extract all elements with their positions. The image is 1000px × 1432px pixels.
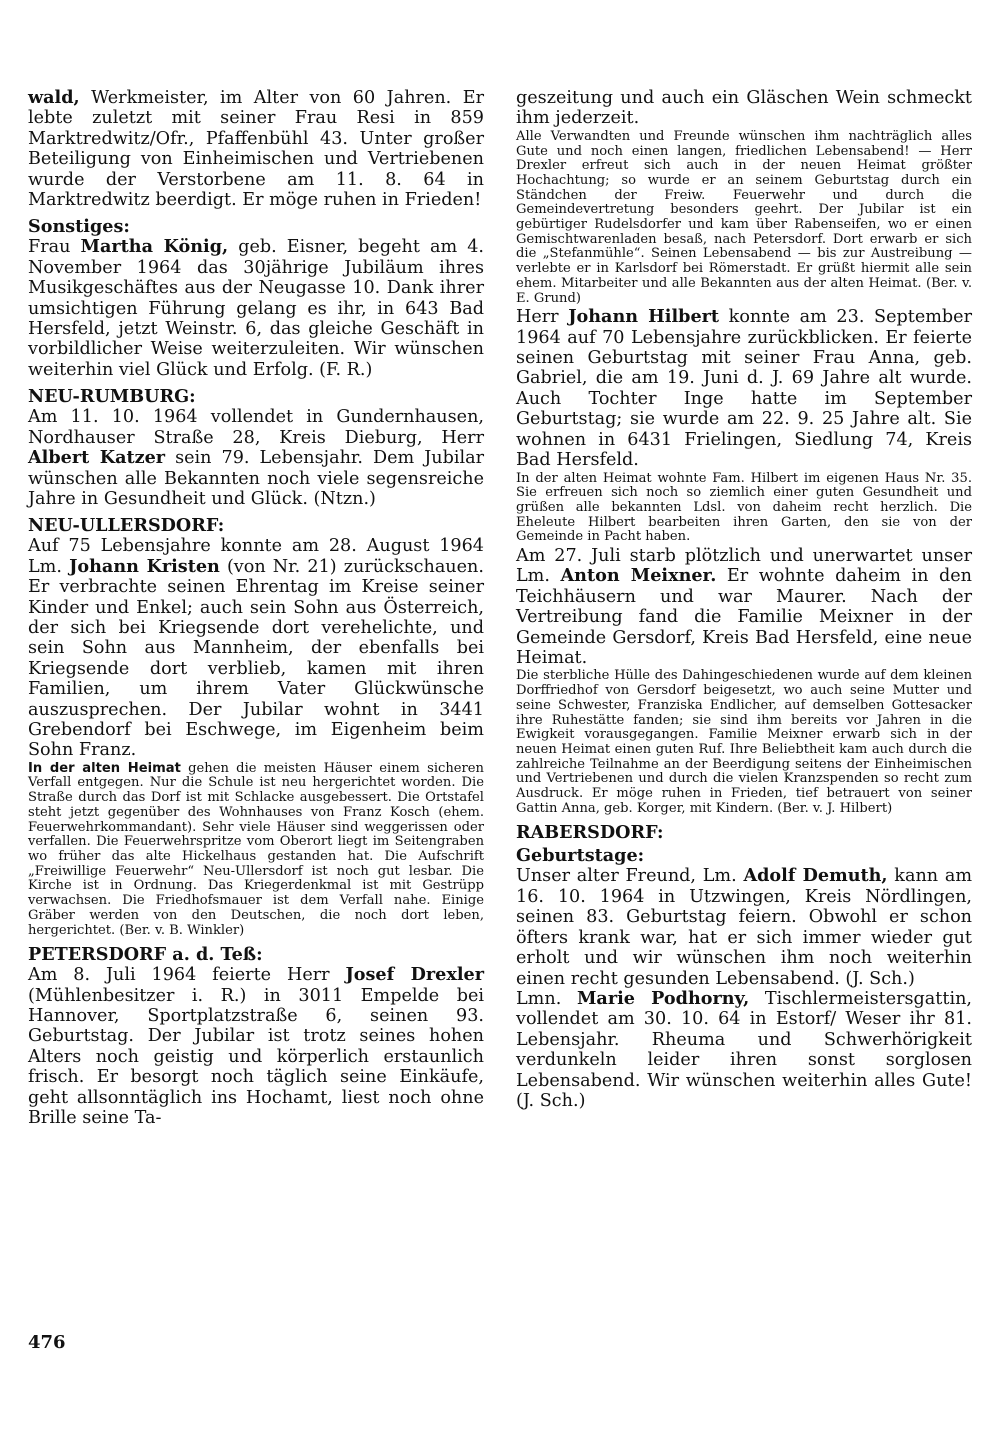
right-column [516,88,972,1111]
left-column [28,88,484,1128]
report-drexler: Alle Verwandten und Freunde wünschen ihm nachträglich alles Gute und noch einen langen, friedlichen Lebensabend! — Herr Drexler erfreut sich auch in der neuen Heimat größter Hochachtung; so wurde er an seinem Geburtstag durch ein Ständchen der Freiw. Feuerwehr und durch die Gemeindevertretung besonders geehrt. Der Jubilar ist ein gebürtiger Rudelsdorfer und kam über Rabenseifen, wo er einen Gemischtwarenladen besaß, nach Petersdorf. Dort erwarb er sich die „Stefanmühle“. Seinen Lebensabend — bis zur Austreibung — verlebte er in Karlsdorf bei Römerstadt. Er grüßt hiermit alle sein ehem. Mitarbeiter und alle Bekannten aus der alten Heimat. (Ber. v. E. Grund) [516,128,972,306]
article-podhorny: Lmn. Marie Podhorny, Tischlermeistersgattin, vollendet am 30. 10. 64 in Estorf/ Weser ihr 81. Lebensjahr. Rheuma und Schwerhörigkeit verdunkeln leider ihren sonst sorglosen Lebensabend. Wir wünschen weiterhin alles Gute! (J. Sch.) [516,987,972,1111]
article-drexler-continuation: geszeitung und auch ein Gläschen Wein schmeckt ihm jederzeit. [516,88,972,129]
article-kristen: Auf 75 Lebensjahre konnte am 28. August 1964 Lm. Johann Kristen (von Nr. 21) zurückschauen. Er verbrachte seinen Ehrentag im Kreise seiner Kinder und Enkel; auch sein Sohn aus Österreich, der sich bei Kriegsende dort verehelichte, und sein Sohn aus Mannheim, der ebenfalls bei Kriegsende dort verblieb, kamen mit ihren Familien, um ihrem Vater Glückwünsche auszusprechen. Der Jubilar wohnt in 3441 Grebendorf bei Eschwege, im Eigenheim beim Sohn Franz. [28,536,484,761]
report-meixner: Die sterbliche Hülle des Dahingeschiedenen wurde auf dem kleinen Dorffriedhof von Gersdorf beigesetzt, wo auch seine Mutter und seine Schwester, Franziska Endlicher, auf demselben Gottesacker ihre Ruhestätte fanden; sie sind ihm bereits vor Jahren in die Ewigkeit vorausgegangen. Familie Meixner erwarb sich in der neuen Heimat einen guten Ruf. Ihre Beliebtheit kam auch durch die zahlreiche Teilnahme an der Beerdigung seitens der Einheimischen und Vertriebenen und durch die vielen Kranzspenden so recht zum Ausdruck. Er möge ruhen in Frieden, tief betrauert von seiner Gattin Anna, geb. Korger, mit Kindern. (Ber. v. J. Hilbert) [516,668,972,816]
paragraph-text: Werkmeister, im Alter von 60 Jahren. Er lebte zuletzt mit seiner Frau Resi in 859 Marktredwitz/Ofr., Pfaffenbühl 43. Unter großer Beteiligung von Einheimischen und Vertriebenen wurde der Verstorbene am 11. 8. 64 in Marktredwitz beerdigt. Er möge ruhen in Frieden! [28,88,484,211]
name-bold: Marie Podhorny, [576,987,750,1009]
name-bold: Anton Meixner. [560,565,717,587]
obituary-continuation [28,88,484,210]
section-heading-sonstiges: Sonstiges: [28,216,130,238]
report-hilbert: In der alten Heimat wohnte Fam. Hilbert im eigenen Haus Nr. 35. Sie erfreuen sich noch so ziemlich einer guten Gesundheit und grüßen alle bekannten Ldsl. von daheim recht herzlich. Die Eheleute Hilbert bearbeiten ihren Garten, den sie von der Gemeinde in Pacht haben. [516,470,972,545]
page-number: 476 [28,1332,66,1353]
section-heading-petersdorf: PETERSDORF a. d. Teß: [28,944,263,966]
name-bold: Albert Katzer [28,447,166,469]
article-hilbert: Herr Johann Hilbert konnte am 23. September 1964 auf 70 Lebensjahre zurückblicken. Er feierte seinen Geburtstag mit seiner Frau Anna, geb. Gabriel, die am 19. Juni d. J. 69 Jahre alt wurde. Auch Tochter Inge hatte im September Geburtstag; sie wurde am 22. 9. 25 Jahre alt. Sie wohnen in 6431 Frielingen, Siedlung 74, Kreis Bad Hersfeld. [516,306,972,471]
section-heading-neu-rumburg: NEU-RUMBURG: [28,386,196,408]
name-bold: Johann Hilbert [568,306,720,328]
article-drexler: Am 8. Juli 1964 feierte Herr Josef Drexler (Mühlenbesitzer i. R.) in 3011 Empelde bei Hannover, Sportplatzstraße 6, seinen 93. Geburtstag. Der Jubilar ist trotz seines hohen Alters noch geistig und körperlich erstaunlich frisch. Er besorgt noch täglich seine Einkäufe, geht allsonntäglich ins Hochamt, liest noch ohne Brille seine Ta- [28,964,484,1129]
report-alte-heimat: In der alten Heimat gehen die meisten Häuser einem sicheren Verfall entgegen. Nur die Schule ist neu hergerichtet worden. Die Straße durch das Dorf ist mit Schlacke ausgebessert. Die Ortstafel steht jetzt gegenüber des Wohnhauses von Franz Kosch (ehem. Feuerwehrkommandant). Sehr viele Häuser sind weggerissen oder verfallen. Die Feuerwehrspritze vom Oberort liegt im Seitengraben wo früher das alte Hickelhaus gestanden hat. Die Aufschrift „Freiwillige Feuerwehr“ Neu-Ullersdorf ist noch gut lesbar. Die Kirche ist in Ordnung. Das Kriegerdenkmal ist mit Gestrüpp verwachsen. Die Friedhofsmauer ist dem Verfall nahe. Einige Gräber werden von den Deutschen, die noch dort leben, hergerichtet. (Ber. v. B. Winkler) [28,760,484,938]
article-koenig: Frau Martha König, geb. Eisner, begeht am 4. November 1964 das 30jährige Jubiläum ihres Musikgeschäftes aus der Neugasse 10. Dank ihrer umsichtigen Führung gelang es ihr, in 643 Bad Hersfeld, jetzt Weinstr. 6, das gleiche Geschäft in vorbildlicher Weise weiterzuleiten. Wir wünschen weiterhin viel Glück und Erfolg. (F. R.) [28,236,485,380]
subheading-geburtstage: Geburtstage: [516,845,645,867]
name-bold: Martha König, [80,236,229,258]
article-demuth: Unser alter Freund, Lm. Adolf Demuth, kann am 16. 10. 1964 in Utzwingen, Kreis Nördlingen, seinen 83. Geburtstag feiern. Obwohl er schon öfters krank war, hat er sich immer wieder gut erholt und wir wünschen ihm noch weiterhin einen recht gesunden Lebensabend. (J. Sch.) [516,865,973,989]
lead-in-bold: In der alten Heimat [28,760,181,776]
section-heading-neu-ullersdorf: NEU-ULLERSDORF: [28,515,225,537]
section-heading-rabersdorf: RABERSDORF: [516,822,664,844]
name-bold: wald, [28,87,80,108]
name-bold: Josef Drexler [345,964,484,986]
name-bold: Johann Kristen [69,555,220,577]
article-meixner: Am 27. Juli starb plötzlich und unerwartet unser Lm. Anton Meixner. Er wohnte daheim in den Teichhäusern und war Maurer. Nach der Vertreibung fand die Familie Meixner in der Gemeinde Gersdorf, Kreis Bad Hersfeld, eine neue Heimat. [516,546,973,669]
article-katzer: Am 11. 10. 1964 vollendet in Gundernhausen, Nordhauser Straße 28, Kreis Dieburg, Herr Albert Katzer sein 79. Lebensjahr. Dem Jubilar wünschen alle Bekannten noch viele segensreiche Jahre in Gesundheit und Glück. (Ntzn.) [28,407,485,509]
name-bold: Adolf Demuth, [743,865,888,887]
